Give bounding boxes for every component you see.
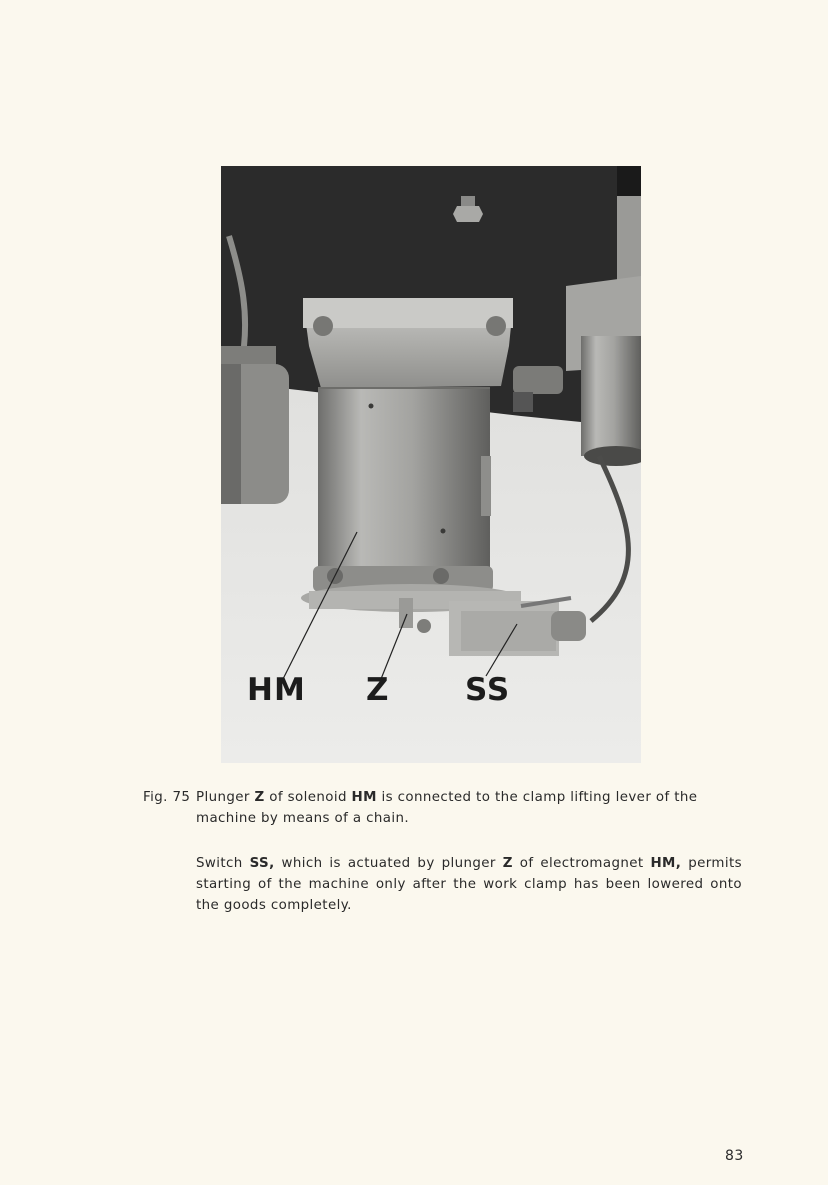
- label-hm: HM: [247, 672, 306, 708]
- caption-paragraph-2: Switch SS, which is actuated by plunger Z of electromagnet HM, permits starting of the machine only after the work clamp has been lowered onto the goods completely.: [196, 856, 742, 913]
- page-number: 83: [725, 1148, 744, 1164]
- caption-paragraph-1: Plunger Z of solenoid HM is connected to the clamp lifting lever of the machine by means of a chain.: [196, 790, 698, 826]
- label-z: Z: [366, 672, 390, 708]
- figure-number: Fig. 75: [143, 790, 191, 805]
- label-ss: SS: [465, 672, 511, 708]
